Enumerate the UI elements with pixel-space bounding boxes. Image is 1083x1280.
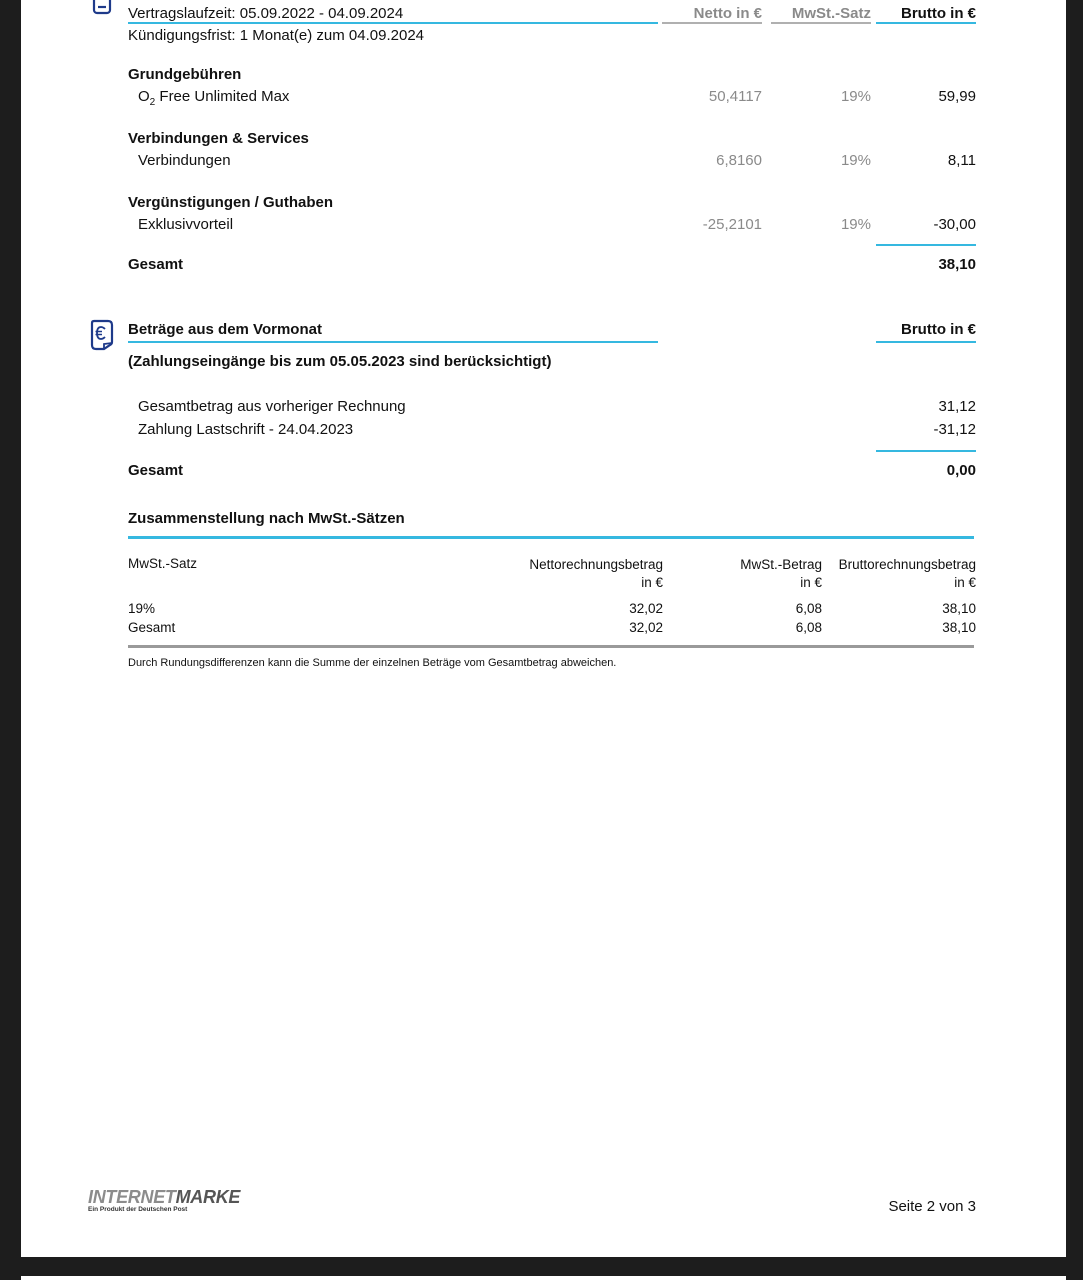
vat-summary-underline bbox=[128, 536, 974, 539]
item-gross-tariff: 59,99 bbox=[938, 88, 976, 105]
previous-row-label: Zahlung Lastschrift - 24.04.2023 bbox=[138, 421, 354, 438]
previous-row-value: -31,12 bbox=[933, 421, 976, 438]
item-gross-exklusivvorteil: -30,00 bbox=[933, 216, 976, 233]
col-header-vat: MwSt.-Satz bbox=[791, 5, 871, 22]
previous-title: Beträge aus dem Vormonat bbox=[128, 321, 322, 338]
previous-row-value: 31,12 bbox=[938, 398, 976, 415]
total-value: 38,10 bbox=[938, 256, 976, 273]
item-label-verbindungen: Verbindungen bbox=[138, 152, 231, 169]
vat-row-gross: 38,10 bbox=[942, 620, 976, 635]
section-title-verbindungen: Verbindungen & Services bbox=[128, 130, 309, 147]
vat-table-bottom-rule bbox=[128, 645, 974, 648]
col-header-gross: Brutto in € bbox=[901, 5, 976, 22]
contract-term: Vertragslaufzeit: 05.09.2022 - 04.09.2024 bbox=[128, 5, 404, 22]
next-page-edge bbox=[21, 1276, 1066, 1280]
previous-col-gross: Brutto in € bbox=[901, 321, 976, 338]
vat-header-net: Nettorechnungsbetrag in € bbox=[529, 557, 663, 590]
vat-row-vat: 6,08 bbox=[795, 601, 822, 616]
col-header-gross-underline bbox=[876, 22, 976, 24]
internetmarke-logo: INTERNETMARKE Ein Produkt der Deutschen Post bbox=[88, 1187, 241, 1213]
item-vat-tariff: 19% bbox=[840, 88, 871, 105]
contract-notice: Kündigungsfrist: 1 Monat(e) zum 04.09.2024 bbox=[128, 27, 425, 44]
previous-total-label: Gesamt bbox=[128, 462, 184, 479]
rounding-footnote: Durch Rundungsdifferenzen kann die Summe der einzelnen Beträge vom Gesamtbetrag abweichen. bbox=[128, 657, 617, 669]
section-title-grundgebuehren: Grundgebühren bbox=[128, 66, 242, 83]
vat-row-net: 32,02 bbox=[629, 620, 663, 635]
vat-row-rate: 19% bbox=[128, 601, 156, 616]
internetmarke-logo-sub: Ein Produkt der Deutschen Post bbox=[88, 1206, 188, 1213]
item-vat-exklusivvorteil: 19% bbox=[840, 216, 871, 233]
euro-receipt-icon bbox=[90, 319, 116, 351]
vat-row-gross: 38,10 bbox=[942, 601, 976, 616]
item-gross-verbindungen: 8,11 bbox=[947, 152, 976, 169]
phone-icon bbox=[91, 0, 115, 16]
col-header-net-underline bbox=[662, 22, 762, 24]
section-title-verguenstigungen: Vergünstigungen / Guthaben bbox=[128, 194, 334, 211]
previous-row-label: Gesamtbetrag aus vorheriger Rechnung bbox=[138, 398, 406, 415]
col-header-vat-underline bbox=[771, 22, 871, 24]
item-net-verbindungen: 6,8160 bbox=[716, 152, 762, 169]
previous-total-value: 0,00 bbox=[946, 462, 976, 479]
previous-note: (Zahlungseingänge bis zum 05.05.2023 sind berücksichtigt) bbox=[128, 353, 552, 370]
previous-total-divider bbox=[876, 450, 976, 452]
vat-row-rate: Gesamt bbox=[128, 620, 176, 635]
vat-header-vat: MwSt.-Betrag in € bbox=[740, 557, 822, 590]
vat-header-rate: MwSt.-Satz bbox=[128, 556, 198, 571]
col-header-net: Netto in € bbox=[693, 5, 762, 22]
contract-term-underline bbox=[128, 22, 658, 24]
previous-col-gross-underline bbox=[876, 341, 976, 343]
page-number: Seite 2 von 3 bbox=[888, 1198, 976, 1215]
item-net-exklusivvorteil: -25,2101 bbox=[702, 216, 762, 233]
item-net-tariff: 50,4117 bbox=[708, 88, 762, 105]
previous-title-underline bbox=[128, 341, 658, 343]
item-vat-verbindungen: 19% bbox=[840, 152, 871, 169]
total-label: Gesamt bbox=[128, 256, 184, 273]
vat-row-vat: 6,08 bbox=[795, 620, 822, 635]
item-label-tariff: $O_2$ Free Unlimited Max bbox=[138, 88, 290, 108]
total-divider bbox=[876, 244, 976, 246]
item-label-exklusivvorteil: Exklusivvorteil bbox=[138, 216, 234, 233]
vat-summary-title: Zusammenstellung nach MwSt.-Sätzen bbox=[128, 510, 405, 527]
invoice-page bbox=[21, 0, 1066, 1257]
vat-header-gross: Bruttorechnungsbetrag in € bbox=[838, 557, 976, 590]
vat-row-net: 32,02 bbox=[629, 601, 663, 616]
